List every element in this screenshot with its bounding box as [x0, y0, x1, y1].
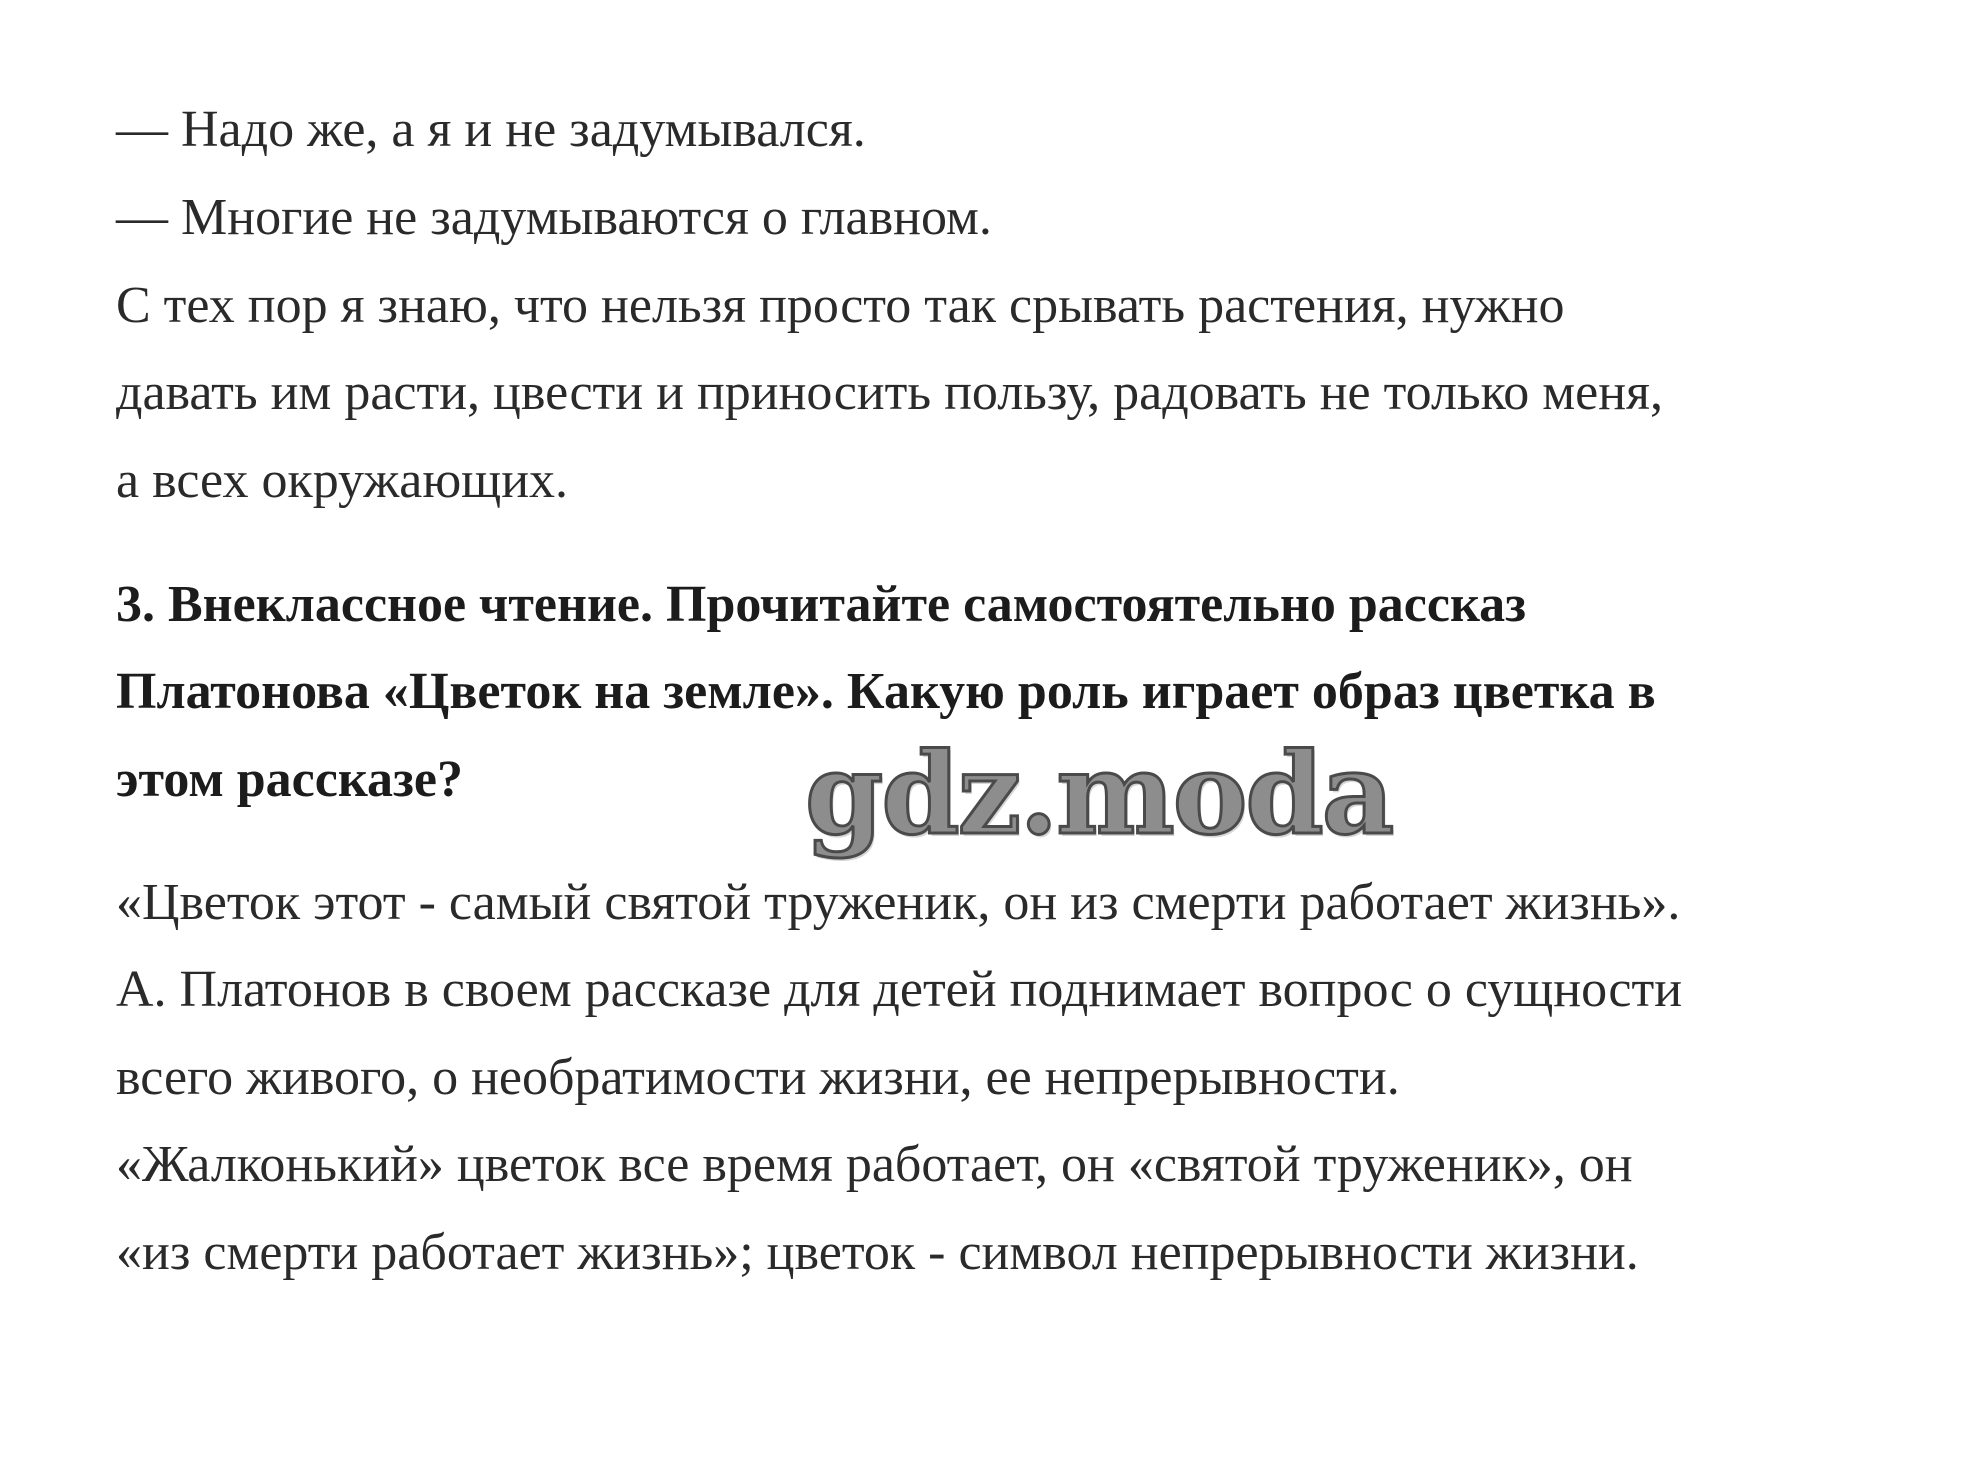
watermark-logo: gdz.moda	[805, 729, 1393, 860]
paragraph-line-1: С тех пор я знаю, что нельзя просто так срывать растения, нужно	[116, 277, 1565, 334]
task-heading-line-2: Платонова «Цветок на земле». Какую роль играет образ цветка в	[116, 663, 1656, 720]
task-heading-line-3: этом рассказе?	[116, 751, 463, 808]
answer-line-2: А. Платонов в своем рассказе для детей поднимает вопрос о сущности	[116, 961, 1683, 1018]
dialogue-line-2: — Многие не задумываются о главном.	[116, 189, 992, 246]
answer-line-4: «Жалконький» цветок все время работает, он «святой труженик», он	[116, 1136, 1633, 1193]
task-heading-line-1: 3. Внеклассное чтение. Прочитайте самостоятельно рассказ	[116, 576, 1527, 633]
paragraph-line-3: а всех окружающих.	[116, 452, 569, 509]
dialogue-line-1: — Надо же, а я и не задумывался.	[116, 101, 866, 158]
answer-line-5: «из смерти работает жизнь»; цветок - символ непрерывности жизни.	[116, 1224, 1639, 1281]
paragraph-line-2: давать им расти, цвести и приносить пользу, радовать не только меня,	[116, 364, 1663, 421]
answer-line-1: «Цветок этот - самый святой труженик, он из смерти работает жизнь».	[116, 874, 1681, 931]
answer-line-3: всего живого, о необратимости жизни, ее непрерывности.	[116, 1049, 1400, 1106]
